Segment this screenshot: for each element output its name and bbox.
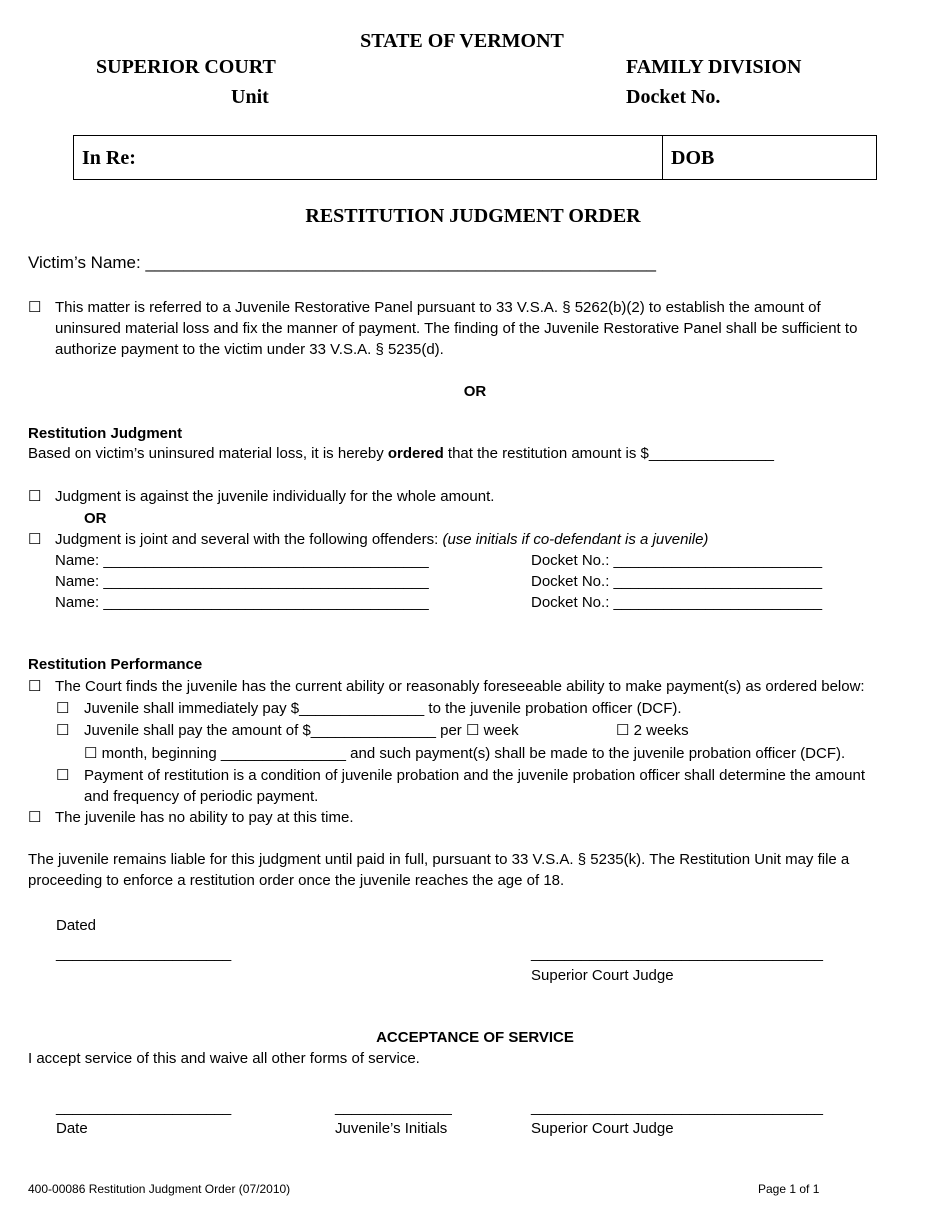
acceptance-text: I accept service of this and waive all other forms of service. <box>28 1050 420 1067</box>
joint-note: (use initials if co-defendant is a juvenile) <box>442 531 709 548</box>
acceptance-heading: ACCEPTANCE OF SERVICE <box>376 1029 574 1046</box>
division-name: FAMILY DIVISION <box>626 56 802 78</box>
unit-label: Unit <box>231 86 269 108</box>
judge-signature-line[interactable]: ___________________________________ <box>531 945 823 962</box>
docket-label: Docket No. <box>626 86 721 108</box>
form-number: 400-00086 Restitution Judgment Order (07/2010) <box>28 1182 291 1196</box>
acceptance-judge-line[interactable]: ___________________________________ <box>531 1099 823 1116</box>
panel-line-1: This matter is referred to a Juvenile Restorative Panel pursuant to 33 V.S.A. § 5262(b)(2) to establish the amount of <box>55 299 821 316</box>
initials-label: Juvenile’s Initials <box>335 1120 448 1137</box>
immediate-checkbox[interactable]: ☐ <box>56 700 70 717</box>
initials-line[interactable]: ______________ <box>335 1099 452 1116</box>
no-ability-checkbox[interactable]: ☐ <box>28 809 42 826</box>
panel-line-2: uninsured material loss and fix the manner of payment. The finding of the Juvenile Restorative Panel shall be sufficient to <box>55 320 858 337</box>
page-title: RESTITUTION JUDGMENT ORDER <box>305 205 641 227</box>
condition-line-1: Payment of restitution is a condition of juvenile probation and the juvenile probation officer shall determine the amount <box>84 767 866 784</box>
state-title: STATE OF VERMONT <box>360 30 564 52</box>
acceptance-judge-label: Superior Court Judge <box>531 1120 674 1137</box>
ability-checkbox[interactable]: ☐ <box>28 678 42 695</box>
amount-text-before: Based on victim’s uninsured material loss, it is hereby <box>28 445 388 462</box>
individual-judgment-text: Judgment is against the juvenile individually for the whole amount. <box>55 488 495 505</box>
ability-text: The Court finds the juvenile has the current ability or reasonably foreseeable ability to make payment(s) as ordered below: <box>55 678 865 695</box>
in-re-box <box>73 135 877 180</box>
offender-docket-field[interactable]: Docket No.: _________________________ <box>531 552 823 569</box>
month-option[interactable]: ☐ month, beginning _______________ and such payment(s) shall be made to the juvenile probation officer (DCF). <box>84 745 846 762</box>
box-divider <box>662 136 663 179</box>
amount-text-after: that the restitution amount is $_______________ <box>443 445 774 462</box>
restitution-amount-line <box>28 444 774 464</box>
amount-of-checkbox[interactable]: ☐ <box>56 722 70 739</box>
offender-docket-field[interactable]: Docket No.: _________________________ <box>531 594 823 611</box>
liability-line-2: proceeding to enforce a restitution order once the juvenile reaches the age of 18. <box>28 872 565 889</box>
condition-checkbox[interactable]: ☐ <box>56 767 70 784</box>
or-divider: OR <box>463 383 487 400</box>
dated-line[interactable]: _____________________ <box>56 945 232 962</box>
joint-checkbox[interactable]: ☐ <box>28 531 42 548</box>
joint-text: Judgment is joint and several with the following offenders: <box>55 531 443 548</box>
restitution-performance-heading: Restitution Performance <box>28 656 203 673</box>
joint-judgment-text <box>55 530 708 550</box>
ordered-word: ordered <box>387 445 444 462</box>
panel-checkbox[interactable]: ☐ <box>28 299 42 316</box>
acceptance-date-label: Date <box>56 1120 88 1137</box>
no-ability-text: The juvenile has no ability to pay at this time. <box>55 809 354 826</box>
acceptance-date-line[interactable]: _____________________ <box>56 1099 232 1116</box>
two-weeks-option[interactable]: ☐ 2 weeks <box>616 722 689 739</box>
or-judgment: OR <box>84 510 107 527</box>
page-number: Page 1 of 1 <box>758 1182 820 1196</box>
condition-line-2: and frequency of periodic payment. <box>84 788 319 805</box>
judge-signature-label: Superior Court Judge <box>531 967 674 984</box>
court-name: SUPERIOR COURT <box>96 56 276 78</box>
offender-docket-field[interactable]: Docket No.: _________________________ <box>531 573 823 590</box>
dob-label: DOB <box>671 147 715 169</box>
offender-name-field[interactable]: Name: _______________________________________ <box>55 552 429 569</box>
immediate-pay-text: Juvenile shall immediately pay $_______________ to the juvenile probation officer (DCF). <box>84 700 682 717</box>
individual-checkbox[interactable]: ☐ <box>28 488 42 505</box>
dated-label: Dated <box>56 917 97 934</box>
victim-name-field[interactable]: Victim’s Name: ______________________________________________________ <box>28 253 657 272</box>
in-re-label: In Re: <box>82 147 136 169</box>
panel-line-3: authorize payment to the victim under 33 V.S.A. § 5235(d). <box>55 341 444 358</box>
amount-of-text: Juvenile shall pay the amount of $_______________ per ☐ week <box>84 722 519 739</box>
offender-name-field[interactable]: Name: _______________________________________ <box>55 594 429 611</box>
offender-name-field[interactable]: Name: _______________________________________ <box>55 573 429 590</box>
restitution-judgment-heading: Restitution Judgment <box>28 425 183 442</box>
liability-line-1: The juvenile remains liable for this judgment until paid in full, pursuant to 33 V.S.A. § 5235(k). The Restitution Unit may file a <box>28 851 850 868</box>
